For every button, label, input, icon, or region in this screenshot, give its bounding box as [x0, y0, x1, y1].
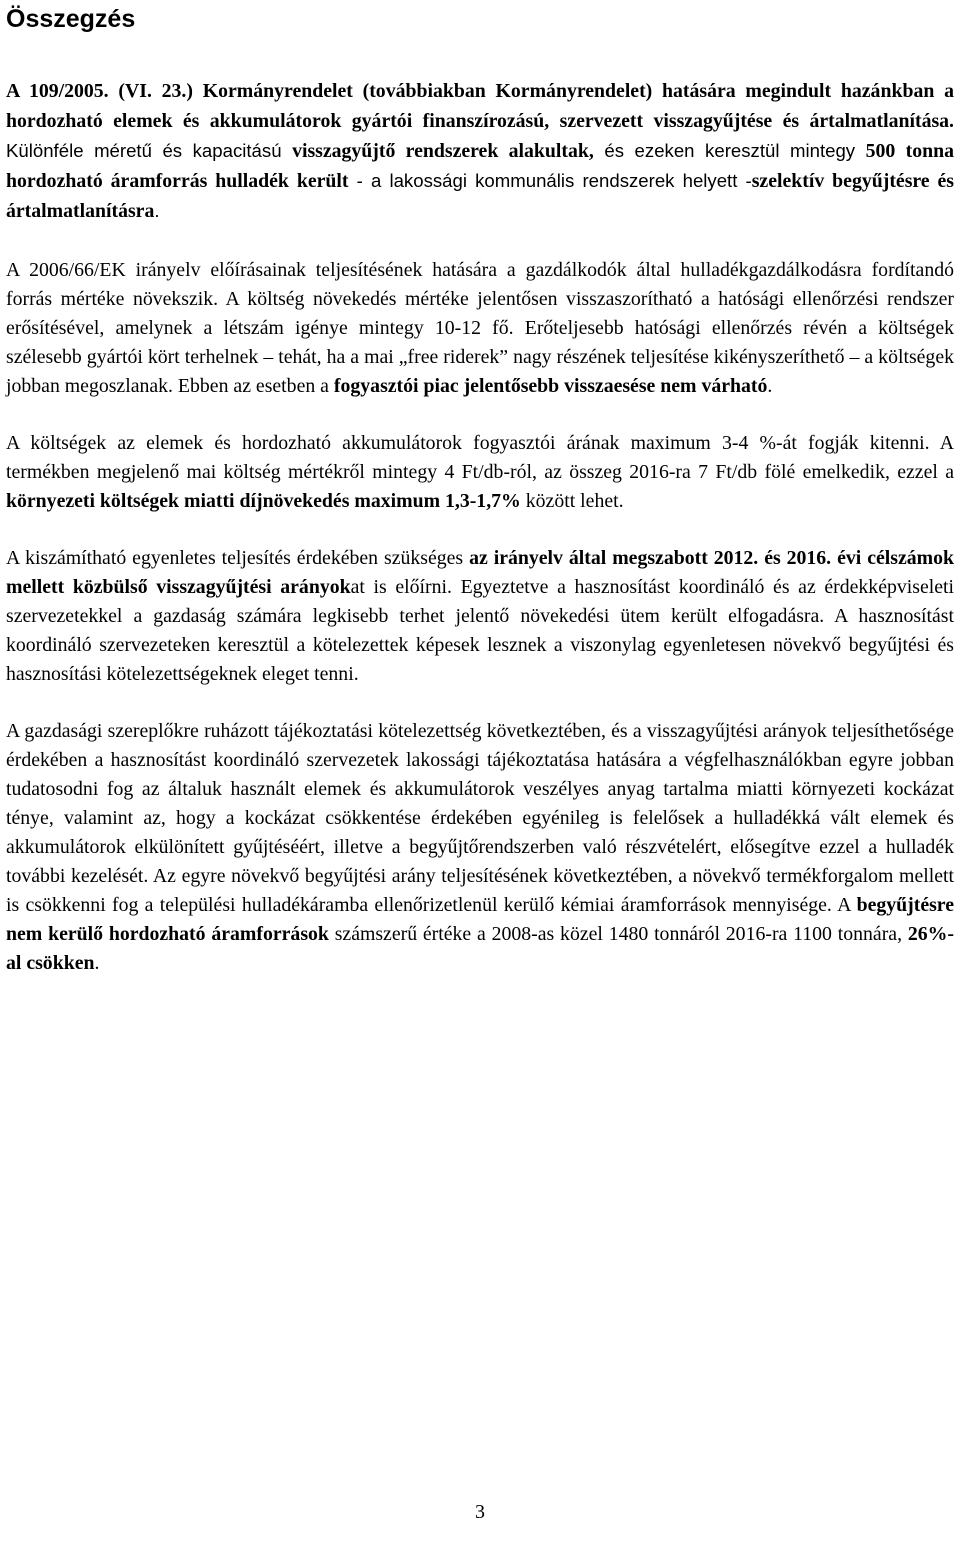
text-run: A gazdasági szereplőkre ruházott tájékoztatási kötelezettség következtében, és a visszagyűjtési arányok teljesíthetősége érdekében a hasznosítást koordináló szervezetek lakossági tájékoztatása hatására a végfelhasználókban egyre jobban tudatosodni fog az általuk használt elemek és akkumulátorok veszélyes anyag tartalma miatti környezeti kockázat ténye, valamint az, hogy a kockázat csökkentése érdekében egyénileg is felelősek a hulladékká vált elemek és akkumulátorok elkülönített gyűjtéséért, illetve a begyűjtőrendszerben való részvételért, elősegítve ezzel a hulladék további kezelését. Az egyre növekvő begyűjtési arány teljesítésének következtében, a növekvő termékforgalom mellett is csökkenni fog a települési hulladékáramba ellenőrizetlenül kerülő kémiai áramforrások mennyisége. A: [6, 720, 954, 916]
text-run: A 2006/66/EK irányelv előírásainak teljesítésének hatására a gazdálkodók által hulladékgazdálkodásra fordítandó forrás mértéke növekszik. A költség növekedés mértéke jelentősen visszaszorítható a hatósági ellenőrzési rendszer erősítésével, amelynek a létszám igénye mintegy 10-12 fő. Erőteljesebb hatósági ellenőrzés révén a költségek szélesebb gyártói kört terhelnek – tehát, ha a mai „free riderek” nagy részének teljesítése kikényszeríthető – a költségek jobban megoszlanak. Ebben az esetben a: [6, 259, 954, 397]
bold-text: A 109/2005. (VI. 23.) Kormányrendelet (továbbiakban Kormányrendelet) hatására megindult hazánkban a hordozható elemek és akkumulátorok gyártói finanszírozású, szervezett visszagyűjtése és ártalmatlanítása.: [6, 80, 954, 132]
text-run: A kiszámítható egyenletes teljesítés érdekében szükséges: [6, 547, 470, 569]
text-run: számszerű értéke a 2008-as közel 1480 tonnáról 2016-ra 1100 tonnára,: [328, 923, 908, 945]
text-run: .: [154, 200, 160, 221]
paragraph-2: [6, 256, 954, 401]
text-run: és ezeken keresztül mintegy: [593, 140, 866, 161]
text-run: A költségek az elemek és hordozható akkumulátorok fogyasztói árának maximum 3-4 %-át fogják kitenni. A termékben megjelenő mai költség mértékről mintegy 4 Ft/db-ról, az összeg 2016-ra 7 Ft/db fölé emelkedik, ezzel a: [6, 432, 954, 483]
paragraph-4: [6, 544, 954, 689]
page-number: 3: [475, 1501, 485, 1523]
paragraph-5: [6, 717, 954, 978]
text-run: .: [767, 375, 773, 397]
document-page: [6, 0, 954, 978]
page-title: Összegzés: [6, 5, 136, 33]
text-run: - a lakossági kommunális rendszerek helyett -: [348, 170, 752, 191]
bold-text: az irányelv által megszabott 2012. és 2016. évi célszámok mellett közbülső visszagyűjtési arányok: [6, 547, 954, 598]
text-run: at is előírni. Egyeztetve a hasznosítást koordináló és az érdekképviseleti szervezetekkel a gazdaság számára legkisebb terhet jelentő növekedési ütem került elfogadásra. A hasznosítást koordináló szervezeteken keresztül a kötelezettek képesek lesznek a viszonylag egyenletesen növekvő begyűjtési és hasznosítási kötelezettségeknek eleget tenni.: [6, 576, 954, 685]
paragraph-1: [6, 77, 954, 226]
bold-text: szelektív begyűjtésre és ártalmatlanításra: [6, 170, 954, 222]
text-run: Különféle méretű és kapacitású: [6, 140, 293, 161]
bold-text: környezeti költségek miatti díjnövekedés maximum 1,3-1,7%: [6, 490, 521, 512]
bold-text: fogyasztói piac jelentősebb visszaesése nem várható: [333, 375, 768, 397]
text-run: között lehet.: [520, 490, 624, 512]
text-run: .: [94, 952, 100, 974]
bold-text: 26%-al csökken: [6, 923, 954, 974]
bold-text: visszagyűjtő rendszerek alakultak,: [292, 140, 594, 162]
bold-text: begyűjtésre nem kerülő hordozható áramforrások: [6, 894, 954, 945]
paragraph-3: [6, 429, 954, 516]
bold-text: 500 tonna hordozható áramforrás hulladék került: [6, 140, 954, 192]
